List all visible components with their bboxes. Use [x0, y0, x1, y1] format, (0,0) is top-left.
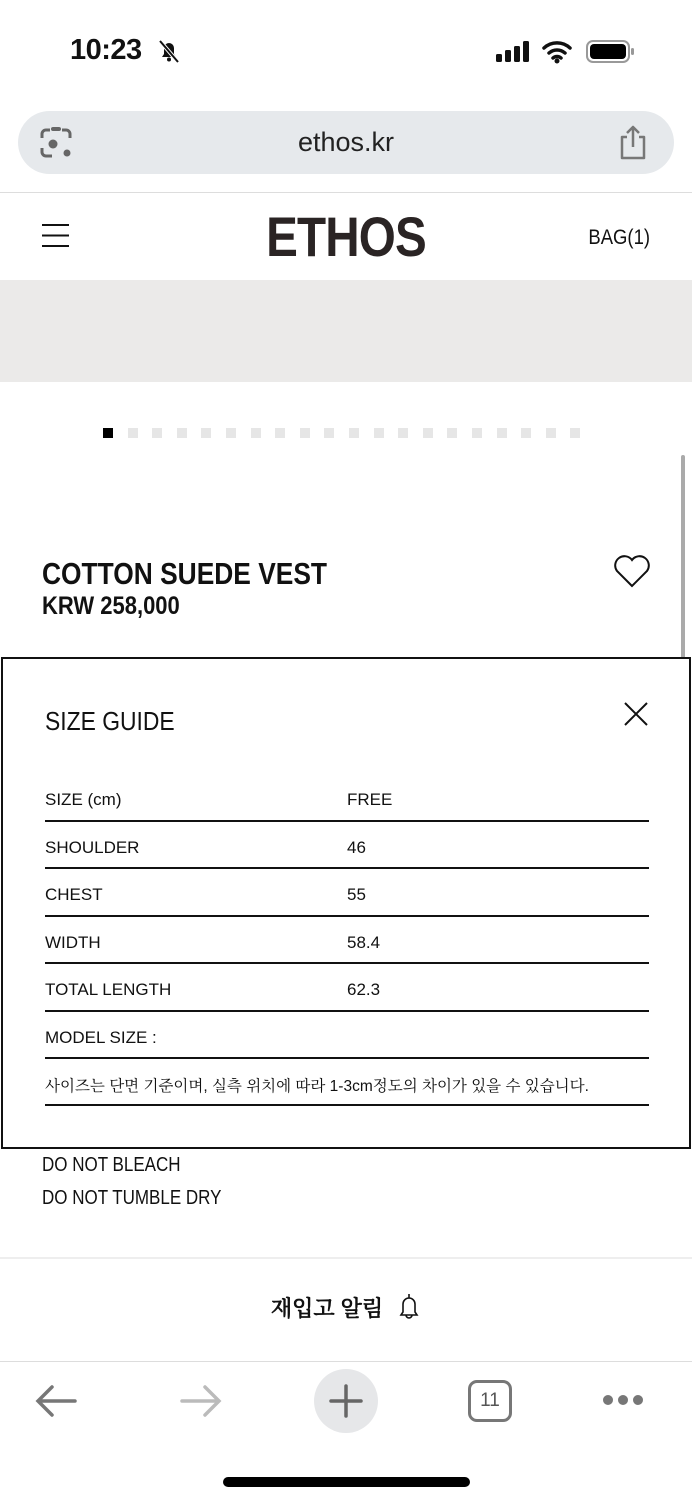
- silent-bell-icon: [156, 38, 182, 64]
- wishlist-heart-icon[interactable]: [612, 553, 652, 589]
- care-item: DO NOT TUMBLE DRY: [42, 1187, 222, 1209]
- status-time: 10:23: [70, 34, 142, 66]
- size-value: 55: [347, 885, 366, 904]
- carousel-dot[interactable]: [275, 428, 285, 438]
- size-label: CHEST: [45, 885, 103, 904]
- address-bar[interactable]: [18, 111, 674, 174]
- size-guide-note-row: [45, 1058, 649, 1106]
- size-label: SIZE (cm): [45, 790, 122, 809]
- size-label: TOTAL LENGTH: [45, 980, 172, 999]
- carousel-dot[interactable]: [201, 428, 211, 438]
- size-guide-row: [45, 964, 649, 1012]
- carousel-dot[interactable]: [349, 428, 359, 438]
- size-guide-row: [45, 869, 649, 917]
- care-item: DO NOT BLEACH: [42, 1154, 181, 1176]
- product-image: [0, 280, 692, 382]
- carousel-dot[interactable]: [177, 428, 187, 438]
- carousel-dot[interactable]: [103, 428, 113, 438]
- size-guide-row: [45, 822, 649, 870]
- carousel-dot[interactable]: [472, 428, 482, 438]
- size-value: FREE: [347, 790, 393, 809]
- home-indicator[interactable]: [223, 1477, 470, 1487]
- carousel-dot[interactable]: [398, 428, 408, 438]
- share-icon[interactable]: [616, 125, 650, 161]
- divider: [0, 192, 692, 193]
- size-label: WIDTH: [45, 932, 101, 952]
- restock-alert-button[interactable]: [0, 1292, 692, 1323]
- size-value: 62.3: [347, 980, 381, 999]
- size-guide-modal: [1, 657, 691, 1149]
- size-guide-title: SIZE GUIDE: [45, 706, 175, 736]
- bell-icon: [397, 1292, 421, 1322]
- size-label: SHOULDER: [45, 837, 140, 857]
- battery-icon: [586, 39, 636, 65]
- carousel-dot[interactable]: [324, 428, 334, 438]
- size-guide-note: 사이즈는 단면 기준이며, 실측 위치에 따라 1-3cm정도의 차이가 있을 수 있습니다.: [45, 1078, 589, 1095]
- carousel-dot[interactable]: [546, 428, 556, 438]
- carousel-dot[interactable]: [251, 428, 261, 438]
- wifi-icon: [542, 40, 572, 64]
- forward-arrow-icon[interactable]: [180, 1384, 222, 1418]
- tabs-button[interactable]: 11: [468, 1380, 512, 1422]
- size-guide-row: [45, 917, 649, 965]
- divider: [0, 1361, 692, 1362]
- carousel-dot[interactable]: [497, 428, 507, 438]
- carousel-dot[interactable]: [423, 428, 433, 438]
- size-guide-row: [45, 1012, 649, 1060]
- close-icon[interactable]: [623, 701, 649, 727]
- carousel-dot[interactable]: [374, 428, 384, 438]
- product-price: KRW 258,000: [42, 592, 180, 620]
- new-tab-button[interactable]: [314, 1369, 378, 1433]
- more-icon[interactable]: [602, 1393, 644, 1407]
- size-value: 46: [347, 837, 366, 857]
- plus-icon: [329, 1384, 363, 1418]
- carousel-dot[interactable]: [226, 428, 236, 438]
- size-label: MODEL SIZE :: [45, 1027, 157, 1047]
- url-text[interactable]: ethos.kr: [297, 127, 395, 157]
- site-logo[interactable]: ETHOS: [266, 205, 426, 268]
- carousel-dot[interactable]: [152, 428, 162, 438]
- divider: [0, 1257, 692, 1259]
- size-value: 58.4: [347, 932, 381, 952]
- carousel-dot[interactable]: [300, 428, 310, 438]
- size-guide-row: [45, 774, 649, 822]
- carousel-pagination[interactable]: [103, 428, 580, 438]
- back-arrow-icon[interactable]: [35, 1384, 77, 1418]
- restock-label: 재입고 알림: [270, 1296, 384, 1321]
- bag-link[interactable]: BAG(1): [588, 226, 650, 249]
- carousel-dot[interactable]: [128, 428, 138, 438]
- product-name: COTTON SUEDE VEST: [42, 556, 328, 591]
- carousel-dot[interactable]: [521, 428, 531, 438]
- signal-icon: [496, 41, 532, 63]
- carousel-dot[interactable]: [570, 428, 580, 438]
- carousel-dot[interactable]: [447, 428, 457, 438]
